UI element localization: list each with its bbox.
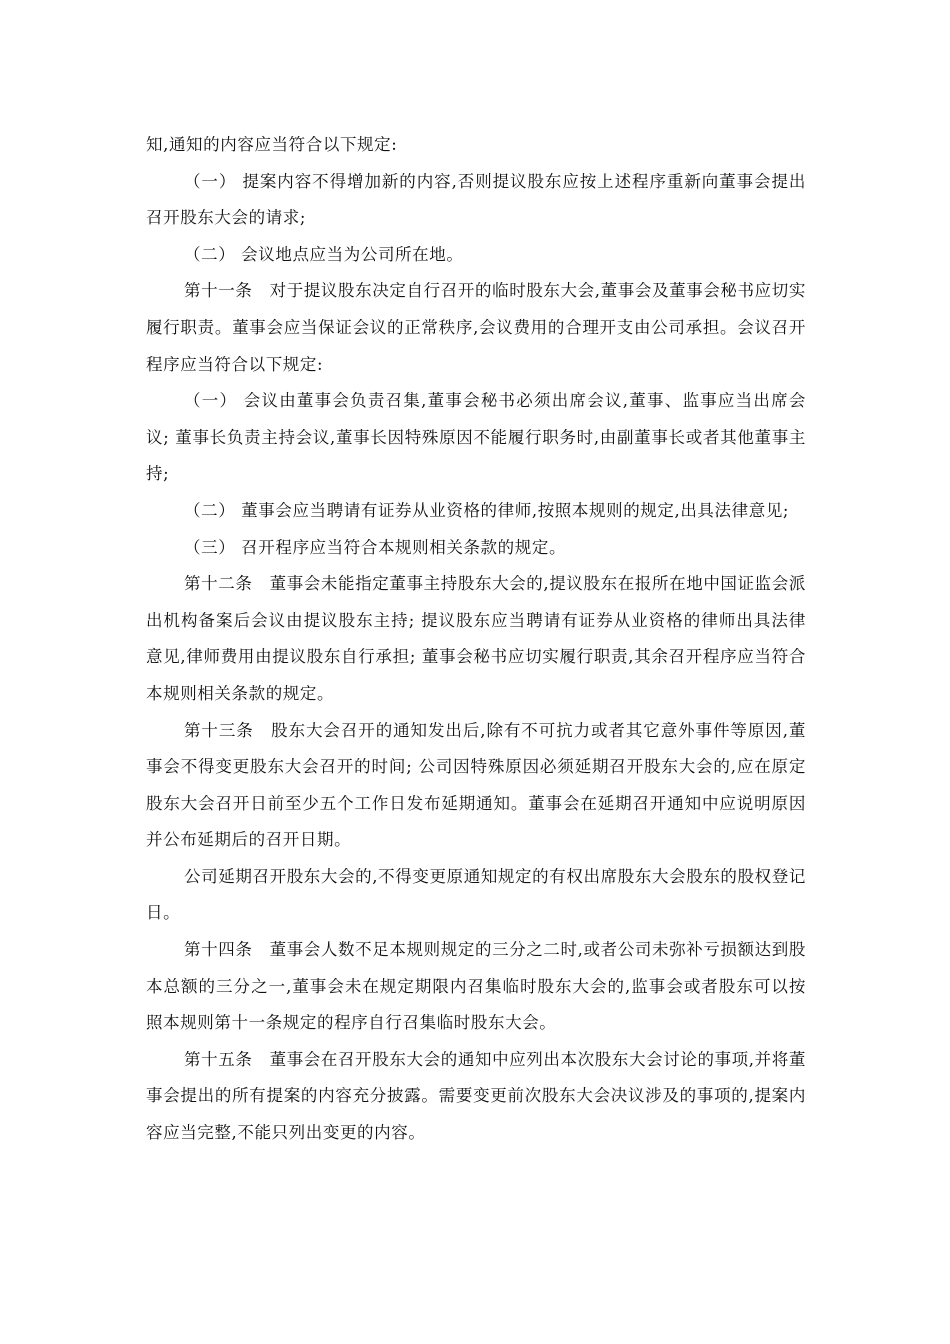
paragraph-article-12: 第十二条 董事会未能指定董事主持股东大会的,提议股东在报所在地中国证监会派出机构备案后会议由提议股东主持; 提议股东应当聘请有证券从业资格的律师出具法律意见,律师费用由提议股东自行承担; 董事会秘书应切实履行职责,其余召开程序应当符合本规则相关条款的规定。: [146, 574, 806, 703]
paragraph-article-13-supplement: 公司延期召开股东大会的,不得变更原通知规定的有权出席股东大会股东的股权登记日。: [146, 866, 806, 923]
paragraph-item-2: （二） 会议地点应当为公司所在地。: [184, 244, 464, 264]
paragraph-article-11-item-1: （一） 会议由董事会负责召集,董事会秘书必须出席会议,董事、监事应当出席会议; 董事长负责主持会议,董事长因特殊原因不能履行职务时,由副董事长或者其他董事主持;: [146, 391, 806, 484]
paragraph-notice-continuation: 知,通知的内容应当符合以下规定:: [146, 135, 398, 154]
paragraph-article-11-item-2: （二） 董事会应当聘请有证券从业资格的律师,按照本规则的规定,出具法律意见;: [184, 500, 790, 520]
paragraph-article-15: 第十五条 董事会在召开股东大会的通知中应列出本次股东大会讨论的事项,并将董事会提出的所有提案的内容充分披露。需要变更前次股东大会决议涉及的事项的,提案内容应当完整,不能只列出变更的内容。: [146, 1049, 806, 1143]
paragraph-article-11-item-3: （三） 召开程序应当符合本规则相关条款的规定。: [184, 537, 567, 557]
paragraph-item-1: （一） 提案内容不得增加新的内容,否则提议股东应按上述程序重新向董事会提出召开股东大会的请求;: [146, 171, 806, 228]
paragraph-article-14: 第十四条 董事会人数不足本规则规定的三分之二时,或者公司未弥补亏损额达到股本总额的三分之一,董事会未在规定期限内召集临时股东大会的,监事会或者股东可以按照本规则第十一条规定的程序自行召集临时股东大会。: [146, 940, 806, 1033]
document-body: [146, 127, 806, 1152]
paragraph-article-11: 第十一条 对于提议股东决定自行召开的临时股东大会,董事会及董事会秘书应切实履行职责。董事会应当保证会议的正常秩序,会议费用的合理开支由公司承担。会议召开程序应当符合以下规定:: [146, 281, 806, 374]
paragraph-article-13: 第十三条 股东大会召开的通知发出后,除有不可抗力或者其它意外事件等原因,董事会不得变更股东大会召开的时间; 公司因特殊原因必须延期召开股东大会的,应在原定股东大会召开日前至少五个工作日发布延期通知。董事会在延期召开通知中应说明原因并公布延期后的召开日期。: [146, 720, 806, 850]
